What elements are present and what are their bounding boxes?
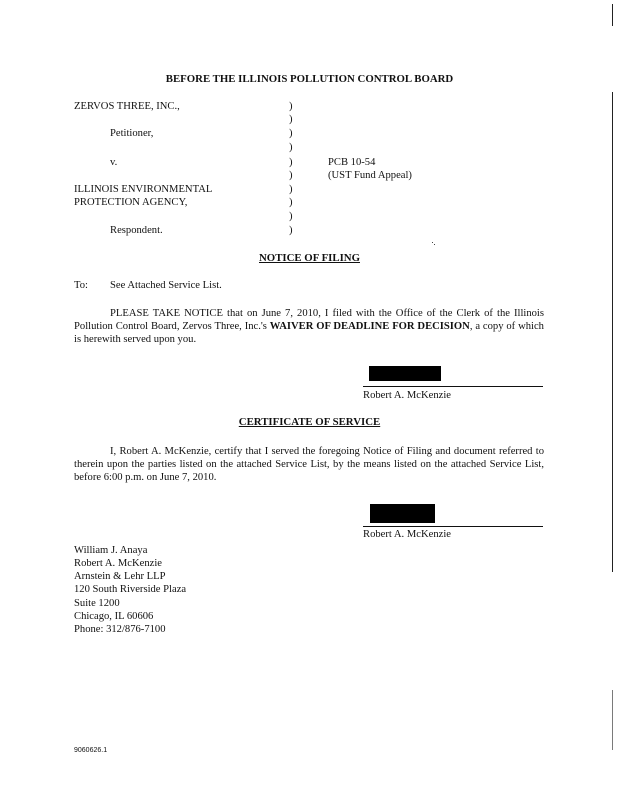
counsel-line: Suite 1200 <box>74 598 120 609</box>
counsel-line: 120 South Riverside Plaza <box>74 584 187 595</box>
to-value: See Attached Service List. <box>110 280 222 291</box>
scan-edge-mark <box>612 4 613 26</box>
caption-paren: ) <box>289 211 293 222</box>
notice-body-text: PLEASE TAKE NOTICE that on June 7, 2010, I filed with the Office of the Clerk of the Illinois Pollution Control Board, Zervos Three, Inc.'s <box>74 308 544 333</box>
petitioner-role: Petitioner, <box>110 128 154 139</box>
caption-paren: ) <box>289 128 293 139</box>
signature-line <box>363 526 543 527</box>
caption-paren: ) <box>289 170 293 181</box>
caption-paren: ) <box>289 184 293 195</box>
document-id: 9060626.1 <box>74 747 108 754</box>
notice-body-tail: , a copy of which is herewith served upon you. <box>74 321 544 346</box>
counsel-line: William J. Anaya <box>74 545 148 556</box>
caption-paren: ) <box>289 114 293 125</box>
caption-paren: ) <box>289 157 293 168</box>
scan-speck <box>432 242 433 243</box>
caption-paren: ) <box>289 142 293 153</box>
respondent-role: Respondent. <box>110 225 163 236</box>
notice-title: NOTICE OF FILING <box>259 252 360 264</box>
certificate-body: I, Robert A. McKenzie, certify that I served the foregoing Notice of Filing and document referred to therein upon the parties listed on the attached Service List, by the means listed on the attached Service List, before 6:00 p.m. on June 7, 2010. <box>74 446 544 484</box>
petitioner-name: ZERVOS THREE, INC., <box>74 101 180 112</box>
certificate-signer: Robert A. McKenzie <box>363 529 451 540</box>
notice-signer: Robert A. McKenzie <box>363 390 451 401</box>
caption-paren: ) <box>289 101 293 112</box>
board-heading: BEFORE THE ILLINOIS POLLUTION CONTROL BOARD <box>165 73 454 85</box>
case-number: PCB 10-54 <box>328 157 376 168</box>
caption-paren: ) <box>289 197 293 208</box>
counsel-line: Robert A. McKenzie <box>74 558 162 569</box>
signature-line <box>363 386 543 387</box>
notice-body-bold: WAIVER OF DEADLINE FOR DECISION <box>269 321 470 333</box>
counsel-line: Chicago, IL 60606 <box>74 611 154 622</box>
notice-body <box>74 307 544 347</box>
signature-redaction <box>369 366 441 381</box>
caption-paren: ) <box>289 225 293 236</box>
respondent-name-line2: PROTECTION AGENCY, <box>74 197 188 208</box>
versus: v. <box>110 157 118 168</box>
respondent-name-line1: ILLINOIS ENVIRONMENTAL <box>74 184 213 195</box>
certificate-title: CERTIFICATE OF SERVICE <box>238 416 381 428</box>
signature-redaction <box>370 504 435 523</box>
counsel-line: Phone: 312/876-7100 <box>74 624 166 635</box>
scan-speck <box>434 244 435 245</box>
counsel-line: Arnstein & Lehr LLP <box>74 571 166 582</box>
scan-edge-mark <box>612 690 613 750</box>
to-label: To: <box>74 280 88 291</box>
scan-edge-line <box>612 92 613 572</box>
case-type: (UST Fund Appeal) <box>328 170 412 181</box>
